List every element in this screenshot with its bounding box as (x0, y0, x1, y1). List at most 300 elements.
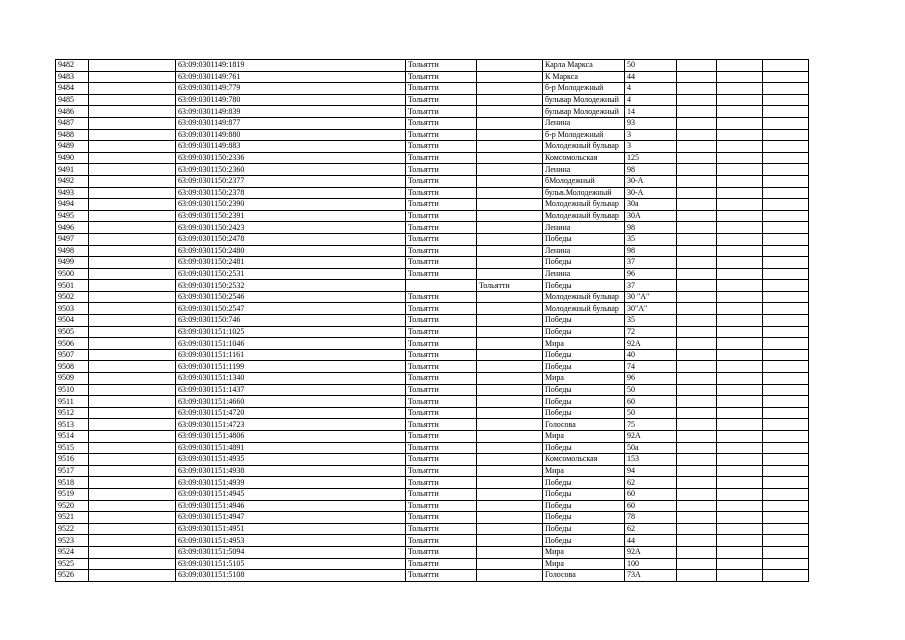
cell-city-alt (477, 257, 543, 269)
cell-house-number: 62 (625, 523, 677, 535)
cell-house-number: 37 (625, 280, 677, 292)
cell-empty-col (89, 373, 176, 385)
cell-street: Молодежный бульвар (543, 291, 625, 303)
cell-row-number: 9522 (56, 523, 89, 535)
cell-street: Победы (543, 315, 625, 327)
cell-city: Тольятти (406, 442, 477, 454)
cell-extra-col-1 (677, 361, 717, 373)
cell-city-alt (477, 60, 543, 72)
table-row (56, 222, 809, 234)
cell-city-alt (477, 512, 543, 524)
cell-house-number: 35 (625, 315, 677, 327)
cell-extra-col-1 (677, 488, 717, 500)
cell-row-number: 9498 (56, 245, 89, 257)
cell-extra-col-1 (677, 141, 717, 153)
cell-city-alt (477, 129, 543, 141)
cell-house-number: 44 (625, 71, 677, 83)
cell-extra-col-1 (677, 454, 717, 466)
cell-extra-col-2 (717, 373, 763, 385)
cell-city-alt (477, 117, 543, 129)
cell-extra-col-2 (717, 280, 763, 292)
cell-city (406, 280, 477, 292)
cell-row-number: 9493 (56, 187, 89, 199)
cell-city-alt (477, 71, 543, 83)
cell-city: Тольятти (406, 431, 477, 443)
cell-city: Тольятти (406, 257, 477, 269)
cell-city: Тольятти (406, 361, 477, 373)
cell-city-alt (477, 546, 543, 558)
cell-extra-col-3 (763, 291, 809, 303)
cell-extra-col-1 (677, 268, 717, 280)
table-row (56, 384, 809, 396)
cell-extra-col-1 (677, 291, 717, 303)
table-row (56, 141, 809, 153)
cell-city-alt (477, 106, 543, 118)
cell-cadastral-number: 63:09:0301149:779 (176, 83, 406, 95)
cell-empty-col (89, 187, 176, 199)
cell-street: Комсомольская (543, 454, 625, 466)
cell-cadastral-number: 63:09:0301149:780 (176, 94, 406, 106)
cell-city-alt (477, 245, 543, 257)
cell-cadastral-number: 63:09:0301151:4935 (176, 454, 406, 466)
cell-extra-col-3 (763, 442, 809, 454)
cell-extra-col-2 (717, 83, 763, 95)
cell-city: Тольятти (406, 129, 477, 141)
cell-extra-col-2 (717, 291, 763, 303)
cell-house-number: 30а (625, 199, 677, 211)
cell-cadastral-number: 63:09:0301151:4951 (176, 523, 406, 535)
cell-street: б-р Молодежный (543, 83, 625, 95)
table-row (56, 361, 809, 373)
cell-street: Победы (543, 523, 625, 535)
cell-empty-col (89, 512, 176, 524)
cell-street: Комсомольская (543, 152, 625, 164)
cell-extra-col-1 (677, 535, 717, 547)
cell-extra-col-1 (677, 129, 717, 141)
cell-extra-col-1 (677, 384, 717, 396)
cell-extra-col-3 (763, 326, 809, 338)
cell-house-number: 3 (625, 129, 677, 141)
cell-city: Тольятти (406, 175, 477, 187)
cell-extra-col-3 (763, 338, 809, 350)
cell-extra-col-2 (717, 431, 763, 443)
cell-city: Тольятти (406, 546, 477, 558)
cell-city-alt (477, 326, 543, 338)
cell-extra-col-3 (763, 546, 809, 558)
cell-house-number: 14 (625, 106, 677, 118)
cell-extra-col-3 (763, 396, 809, 408)
cell-cadastral-number: 63:09:0301149:883 (176, 141, 406, 153)
cell-cadastral-number: 63:09:0301150:2480 (176, 245, 406, 257)
cell-extra-col-2 (717, 523, 763, 535)
cell-street: Победы (543, 535, 625, 547)
table-row (56, 83, 809, 95)
cell-extra-col-3 (763, 465, 809, 477)
cell-row-number: 9492 (56, 175, 89, 187)
cell-empty-col (89, 280, 176, 292)
cell-cadastral-number: 63:09:0301150:2481 (176, 257, 406, 269)
cell-cadastral-number: 63:09:0301150:2391 (176, 210, 406, 222)
table-row (56, 257, 809, 269)
cell-house-number: 50 (625, 384, 677, 396)
cell-street: Победы (543, 349, 625, 361)
cell-street: Победы (543, 384, 625, 396)
table-row (56, 442, 809, 454)
cell-city-alt (477, 373, 543, 385)
cell-empty-col (89, 291, 176, 303)
cell-extra-col-3 (763, 268, 809, 280)
cell-extra-col-2 (717, 175, 763, 187)
cell-city: Тольятти (406, 187, 477, 199)
cell-row-number: 9519 (56, 488, 89, 500)
cell-street: Молодежный бульвар (543, 141, 625, 153)
cell-extra-col-2 (717, 152, 763, 164)
cell-row-number: 9523 (56, 535, 89, 547)
cell-extra-col-1 (677, 106, 717, 118)
cell-house-number: 30 "А" (625, 291, 677, 303)
cell-extra-col-1 (677, 83, 717, 95)
cell-city: Тольятти (406, 106, 477, 118)
cell-cadastral-number: 63:09:0301151:4939 (176, 477, 406, 489)
cell-empty-col (89, 326, 176, 338)
cell-row-number: 9516 (56, 454, 89, 466)
cell-row-number: 9508 (56, 361, 89, 373)
cell-street: бульвар Молодежный (543, 94, 625, 106)
cell-city-alt (477, 175, 543, 187)
cell-extra-col-3 (763, 488, 809, 500)
cell-extra-col-2 (717, 60, 763, 72)
cell-empty-col (89, 117, 176, 129)
cell-city-alt (477, 396, 543, 408)
cell-city-alt (477, 500, 543, 512)
cell-house-number: 3 (625, 141, 677, 153)
table-row (56, 233, 809, 245)
cell-row-number: 9511 (56, 396, 89, 408)
cell-row-number: 9524 (56, 546, 89, 558)
cell-house-number: 96 (625, 373, 677, 385)
cell-extra-col-3 (763, 523, 809, 535)
cell-extra-col-3 (763, 245, 809, 257)
cell-city: Тольятти (406, 373, 477, 385)
cell-extra-col-2 (717, 326, 763, 338)
cell-street: Карла Маркса (543, 60, 625, 72)
cell-empty-col (89, 407, 176, 419)
cell-house-number: 153 (625, 454, 677, 466)
cell-extra-col-2 (717, 129, 763, 141)
cell-city: Тольятти (406, 83, 477, 95)
cell-city-alt (477, 233, 543, 245)
cell-cadastral-number: 63:09:0301151:1025 (176, 326, 406, 338)
cell-street: Победы (543, 280, 625, 292)
cell-empty-col (89, 523, 176, 535)
table-row (56, 535, 809, 547)
cell-extra-col-2 (717, 117, 763, 129)
cell-extra-col-1 (677, 152, 717, 164)
cell-house-number: 4 (625, 94, 677, 106)
cell-extra-col-2 (717, 500, 763, 512)
cell-city: Тольятти (406, 338, 477, 350)
cell-street: Победы (543, 361, 625, 373)
cell-row-number: 9503 (56, 303, 89, 315)
cell-city-alt (477, 210, 543, 222)
table-row (56, 187, 809, 199)
cell-row-number: 9525 (56, 558, 89, 570)
table-row (56, 129, 809, 141)
cell-extra-col-2 (717, 396, 763, 408)
cell-city: Тольятти (406, 465, 477, 477)
cell-city-alt (477, 164, 543, 176)
cell-extra-col-1 (677, 245, 717, 257)
cell-street: Победы (543, 442, 625, 454)
cell-city: Тольятти (406, 303, 477, 315)
table-row (56, 175, 809, 187)
cell-extra-col-2 (717, 106, 763, 118)
cell-house-number: 73А (625, 570, 677, 582)
table-row (56, 60, 809, 72)
cell-extra-col-1 (677, 477, 717, 489)
cell-empty-col (89, 222, 176, 234)
table-row (56, 94, 809, 106)
cell-extra-col-3 (763, 535, 809, 547)
cell-extra-col-3 (763, 419, 809, 431)
cell-city: Тольятти (406, 71, 477, 83)
cell-extra-col-1 (677, 512, 717, 524)
cell-street: Победы (543, 488, 625, 500)
cell-extra-col-2 (717, 546, 763, 558)
cell-empty-col (89, 535, 176, 547)
cell-street: Молодежный бульвар (543, 199, 625, 211)
cell-extra-col-1 (677, 546, 717, 558)
cell-empty-col (89, 152, 176, 164)
cell-row-number: 9518 (56, 477, 89, 489)
cell-city-alt (477, 303, 543, 315)
cell-house-number: 75 (625, 419, 677, 431)
cell-empty-col (89, 338, 176, 350)
cell-extra-col-1 (677, 199, 717, 211)
cell-street: Ленина (543, 222, 625, 234)
cell-city-alt (477, 315, 543, 327)
cell-cadastral-number: 63:09:0301149:1819 (176, 60, 406, 72)
cell-house-number: 98 (625, 222, 677, 234)
table-row (56, 396, 809, 408)
cell-extra-col-1 (677, 71, 717, 83)
cell-row-number: 9483 (56, 71, 89, 83)
cell-city: Тольятти (406, 419, 477, 431)
cell-city-alt (477, 349, 543, 361)
table-row (56, 210, 809, 222)
cell-extra-col-3 (763, 141, 809, 153)
cell-row-number: 9521 (56, 512, 89, 524)
cell-house-number: 74 (625, 361, 677, 373)
cell-cadastral-number: 63:09:0301151:1340 (176, 373, 406, 385)
cell-street: бульв.Молодежный (543, 187, 625, 199)
cell-street: Молодежный бульвар (543, 210, 625, 222)
cell-cadastral-number: 63:09:0301151:4946 (176, 500, 406, 512)
cell-extra-col-3 (763, 257, 809, 269)
cell-row-number: 9487 (56, 117, 89, 129)
cell-city-alt (477, 361, 543, 373)
cell-extra-col-2 (717, 488, 763, 500)
cell-city-alt (477, 558, 543, 570)
cell-city: Тольятти (406, 222, 477, 234)
cell-cadastral-number: 63:09:0301149:877 (176, 117, 406, 129)
cell-city-alt (477, 477, 543, 489)
cell-city-alt (477, 442, 543, 454)
cell-empty-col (89, 558, 176, 570)
cell-city-alt (477, 141, 543, 153)
cell-empty-col (89, 442, 176, 454)
cell-city-alt (477, 152, 543, 164)
cell-extra-col-1 (677, 257, 717, 269)
cell-city: Тольятти (406, 210, 477, 222)
cell-extra-col-3 (763, 175, 809, 187)
cell-cadastral-number: 63:09:0301150:2547 (176, 303, 406, 315)
cell-city: Тольятти (406, 94, 477, 106)
cell-extra-col-3 (763, 106, 809, 118)
cell-house-number: 93 (625, 117, 677, 129)
cell-cadastral-number: 63:09:0301150:2377 (176, 175, 406, 187)
cell-extra-col-2 (717, 454, 763, 466)
cell-extra-col-2 (717, 141, 763, 153)
cell-cadastral-number: 63:09:0301151:4723 (176, 419, 406, 431)
cell-city-alt: Тольятти (477, 280, 543, 292)
cell-row-number: 9500 (56, 268, 89, 280)
cell-extra-col-3 (763, 94, 809, 106)
table-row (56, 117, 809, 129)
cell-extra-col-1 (677, 523, 717, 535)
cell-extra-col-3 (763, 164, 809, 176)
cell-house-number: 96 (625, 268, 677, 280)
cell-cadastral-number: 63:09:0301151:5094 (176, 546, 406, 558)
cell-empty-col (89, 245, 176, 257)
cell-street: Победы (543, 500, 625, 512)
cell-cadastral-number: 63:09:0301149:839 (176, 106, 406, 118)
cell-city: Тольятти (406, 60, 477, 72)
cell-city: Тольятти (406, 117, 477, 129)
cell-row-number: 9490 (56, 152, 89, 164)
cell-extra-col-2 (717, 315, 763, 327)
cell-extra-col-2 (717, 245, 763, 257)
table-row (56, 326, 809, 338)
cell-city-alt (477, 187, 543, 199)
cell-extra-col-3 (763, 349, 809, 361)
cell-row-number: 9482 (56, 60, 89, 72)
cell-cadastral-number: 63:09:0301151:4660 (176, 396, 406, 408)
cell-cadastral-number: 63:09:0301149:880 (176, 129, 406, 141)
table-row (56, 373, 809, 385)
cell-empty-col (89, 361, 176, 373)
cell-street: Победы (543, 396, 625, 408)
property-table (55, 59, 809, 582)
cell-extra-col-3 (763, 187, 809, 199)
table-row (56, 315, 809, 327)
cell-extra-col-1 (677, 164, 717, 176)
table-row (56, 338, 809, 350)
cell-row-number: 9497 (56, 233, 89, 245)
cell-extra-col-1 (677, 303, 717, 315)
cell-street: Мира (543, 546, 625, 558)
cell-house-number: 60 (625, 500, 677, 512)
cell-extra-col-1 (677, 280, 717, 292)
cell-city: Тольятти (406, 512, 477, 524)
cell-row-number: 9495 (56, 210, 89, 222)
cell-row-number: 9513 (56, 419, 89, 431)
cell-city-alt (477, 83, 543, 95)
cell-cadastral-number: 63:09:0301151:1161 (176, 349, 406, 361)
cell-cadastral-number: 63:09:0301150:2360 (176, 164, 406, 176)
cell-city: Тольятти (406, 245, 477, 257)
cell-extra-col-3 (763, 222, 809, 234)
cell-city: Тольятти (406, 326, 477, 338)
cell-extra-col-3 (763, 199, 809, 211)
cell-street: бМолодежный (543, 175, 625, 187)
cell-row-number: 9514 (56, 431, 89, 443)
table-row (56, 465, 809, 477)
cell-city-alt (477, 94, 543, 106)
cell-street: Мира (543, 431, 625, 443)
cell-extra-col-1 (677, 175, 717, 187)
cell-empty-col (89, 199, 176, 211)
cell-house-number: 92А (625, 431, 677, 443)
cell-cadastral-number: 63:09:0301151:4806 (176, 431, 406, 443)
cell-empty-col (89, 175, 176, 187)
cell-extra-col-2 (717, 94, 763, 106)
cell-row-number: 9486 (56, 106, 89, 118)
cell-house-number: 98 (625, 164, 677, 176)
table-row (56, 106, 809, 118)
cell-city: Тольятти (406, 523, 477, 535)
cell-city: Тольятти (406, 349, 477, 361)
cell-extra-col-2 (717, 361, 763, 373)
cell-extra-col-2 (717, 268, 763, 280)
cell-extra-col-1 (677, 442, 717, 454)
cell-extra-col-3 (763, 60, 809, 72)
cell-extra-col-2 (717, 233, 763, 245)
cell-extra-col-3 (763, 384, 809, 396)
table-row (56, 477, 809, 489)
cell-extra-col-1 (677, 349, 717, 361)
cell-street: Мира (543, 338, 625, 350)
cell-house-number: 78 (625, 512, 677, 524)
cell-extra-col-3 (763, 233, 809, 245)
cell-street: Мира (543, 558, 625, 570)
cell-empty-col (89, 488, 176, 500)
table-row (56, 349, 809, 361)
cell-city-alt (477, 431, 543, 443)
cell-city-alt (477, 268, 543, 280)
cell-street: К Маркса (543, 71, 625, 83)
cell-extra-col-1 (677, 233, 717, 245)
cell-street: Ленина (543, 117, 625, 129)
cell-extra-col-1 (677, 338, 717, 350)
cell-empty-col (89, 315, 176, 327)
cell-empty-col (89, 546, 176, 558)
cell-house-number: 94 (625, 465, 677, 477)
cell-city-alt (477, 570, 543, 582)
cell-empty-col (89, 71, 176, 83)
table-row (56, 280, 809, 292)
cell-empty-col (89, 419, 176, 431)
cell-street: Ленина (543, 245, 625, 257)
cell-city-alt (477, 535, 543, 547)
cell-city: Тольятти (406, 164, 477, 176)
cell-city: Тольятти (406, 477, 477, 489)
cell-cadastral-number: 63:09:0301151:4720 (176, 407, 406, 419)
cell-extra-col-3 (763, 407, 809, 419)
cell-cadastral-number: 63:09:0301151:4953 (176, 535, 406, 547)
cell-extra-col-3 (763, 558, 809, 570)
cell-city: Тольятти (406, 535, 477, 547)
